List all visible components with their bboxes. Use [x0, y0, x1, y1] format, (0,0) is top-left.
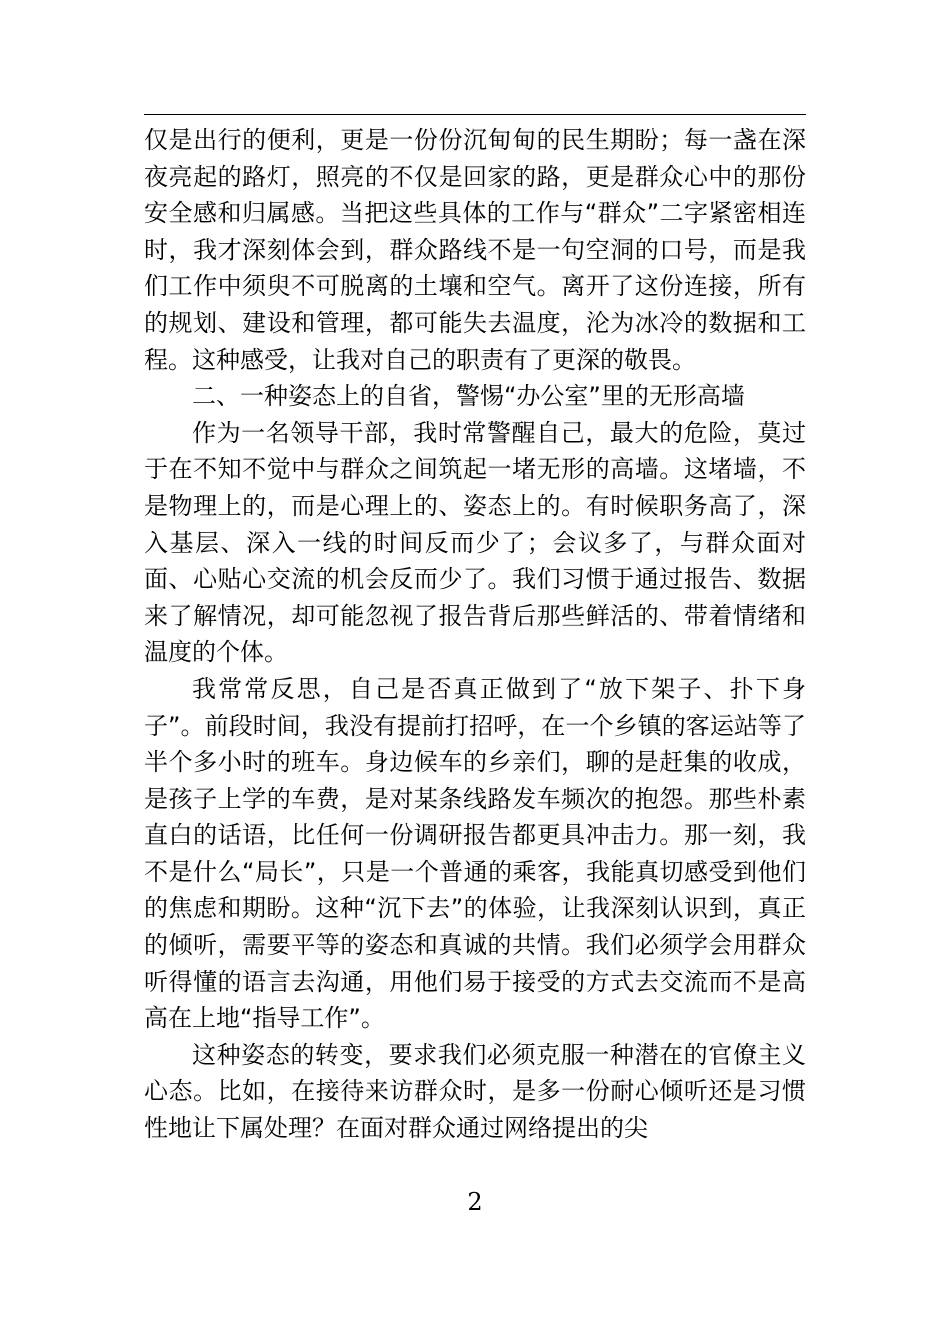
page-number: 2 [467, 1188, 483, 1216]
paragraph: 作为一名领导干部，我时常警醒自己，最大的危险，莫过于在不知不觉中与群众之间筑起一堵无形的高墙。这堵墙，不是物理上的，而是心理上的、姿态上的。有时候职务高了，深入基层、深入一线的时间反而少了；会议多了，与群众面对面、心贴心交流的机会反而少了。我们习惯于通过报告、数据来了解情况，却可能忽视了报告背后那些鲜活的、带着情绪和温度的个体。 [144, 418, 806, 667]
header-rule [144, 114, 806, 115]
document-body [144, 122, 806, 1147]
paragraph: 我常常反思，自己是否真正做到了“放下架子、扑下身子”。前段时间，我没有提前打招呼，在一个乡镇的客运站等了半个多小时的班车。身边候车的乡亲们，聊的是赶集的收成，是孩子上学的车费，是对某条线路发车频次的抱怨。那些朴素直白的话语，比任何一份调研报告都更具冲击力。那一刻，我不是什么“局长”，只是一个普通的乘客，我能真切感受到他们的焦虑和期盼。这种“沉下去”的体验，让我深刻认识到，真正的倾听，需要平等的姿态和真诚的共情。我们必须学会用群众听得懂的语言去沟通，用他们易于接受的方式去交流而不是高高在上地“指导工作”。 [144, 674, 806, 1033]
paragraph-continuation: 仅是出行的便利，更是一份份沉甸甸的民生期盼；每一盏在深夜亮起的路灯，照亮的不仅是回家的路，更是群众心中的那份安全感和归属感。当把这些具体的工作与“群众”二字紧密相连时，我才深刻体会到，群众路线不是一句空洞的口号，而是我们工作中须臾不可脱离的土壤和空气。离开了这份连接，所有的规划、建设和管理，都可能失去温度，沦为冰冷的数据和工程。这种感受，让我对自己的职责有了更深的敬畏。 [144, 126, 806, 374]
paragraph: 这种姿态的转变，要求我们必须克服一种潜在的官僚主义心态。比如，在接待来访群众时，是多一份耐心倾听还是习惯性地让下属处理？在面对群众通过网络提出的尖 [144, 1040, 806, 1143]
section-heading: 二、一种姿态上的自省，警惕“办公室”里的无形高墙 [192, 382, 745, 411]
